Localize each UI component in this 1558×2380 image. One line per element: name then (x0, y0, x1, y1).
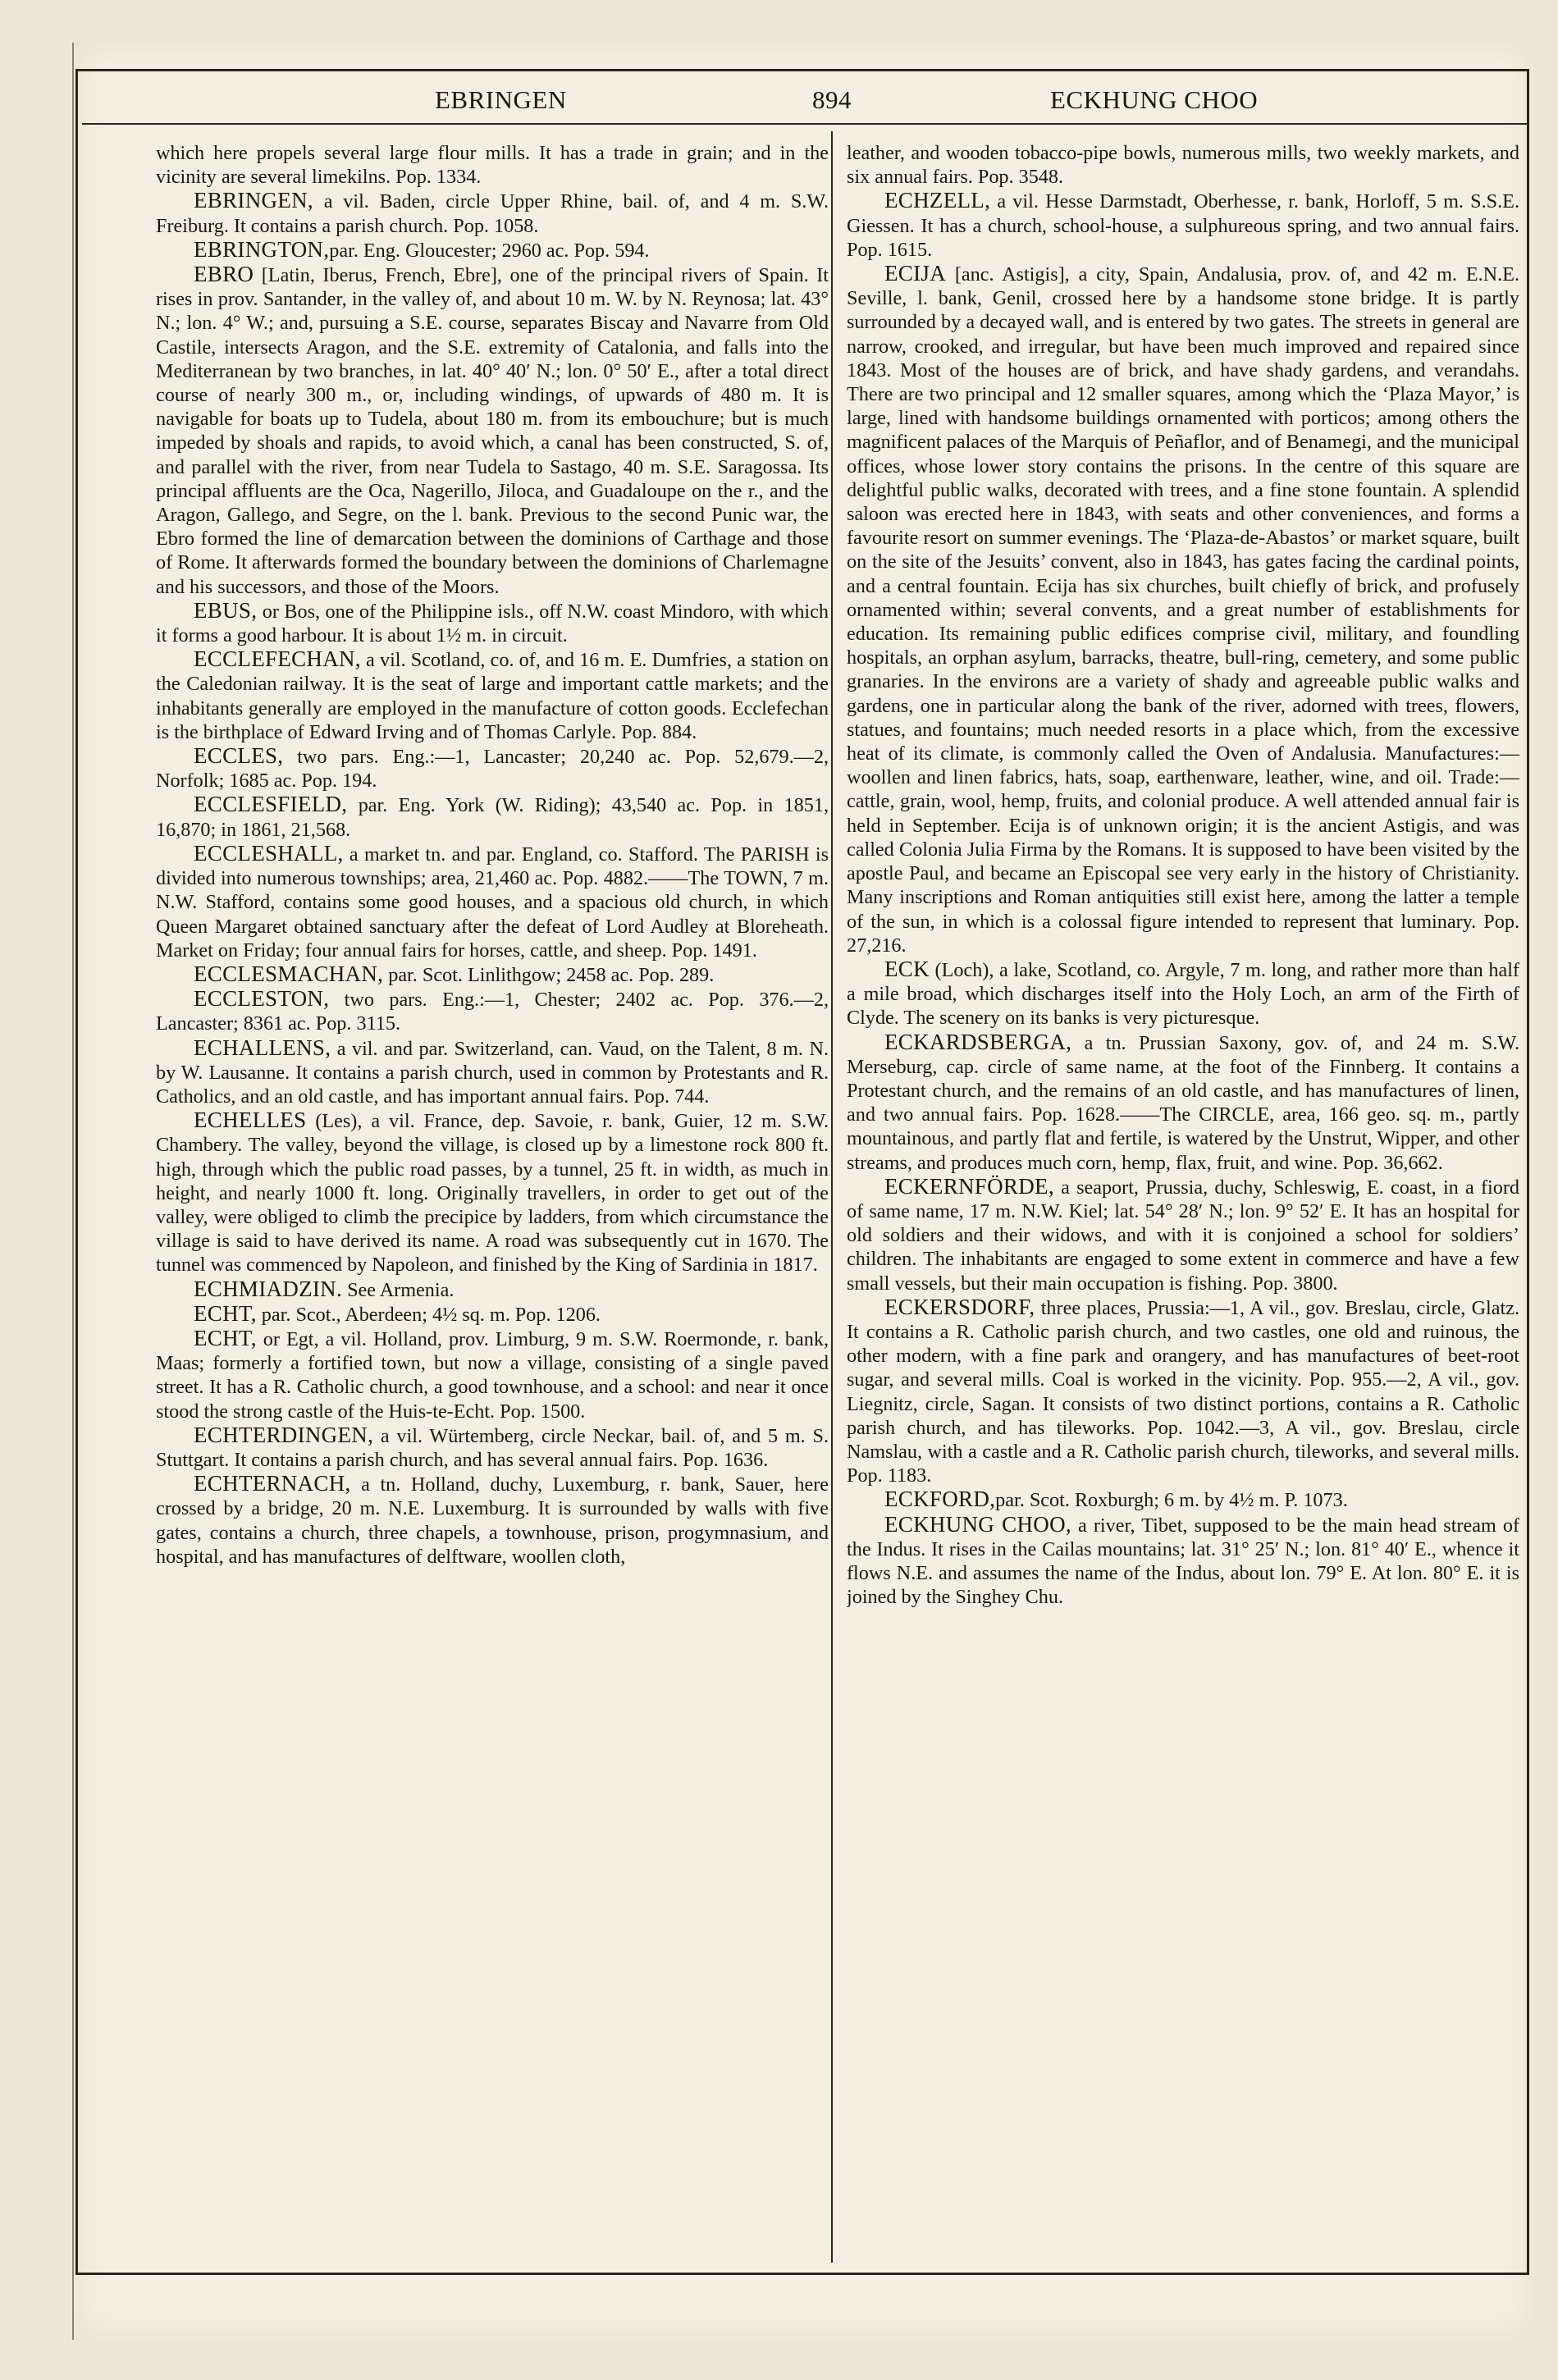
gazetteer-entry (156, 189, 829, 237)
entry-headword: ECCLESHALL, (194, 840, 344, 866)
gazetteer-entry (847, 262, 1519, 957)
gazetteer-entry (847, 1030, 1519, 1175)
entry-headword: ECHZELL, (884, 188, 991, 213)
top-border-rule (75, 69, 1529, 71)
entry-text: (Loch), a lake, Scotland, co. Argyle, 7 m. long, and rather more than half a mile broad, which discharges itself into the Holy Loch, an arm of the Firth of Clyde. The scenery on its banks is very picturesque. (847, 958, 1519, 1030)
running-header (90, 85, 1522, 123)
gazetteer-entry (156, 263, 829, 599)
gazetteer-entry (847, 1513, 1519, 1610)
entry-text: par. Scot., Aberdeen; 4½ sq. m. Pop. 1206. (256, 1303, 601, 1326)
entry-text: par. Eng. Gloucester; 2960 ac. Pop. 594. (329, 239, 650, 262)
entry-text: See Armenia. (342, 1278, 455, 1301)
entry-text: a vil. and par. Switzerland, can. Vaud, on the Talent, 8 m. N. by W. Lausanne. It contains a parish church, used in common by Protestants and R. Catholics, and an old castle, and has important annual fairs. Pop. 744. (156, 1037, 829, 1108)
gazetteer-entry (156, 842, 829, 962)
gazetteer-entry (156, 238, 829, 263)
entry-headword: EBUS, (194, 597, 258, 623)
entry-headword: ECIJA (884, 261, 946, 286)
entry-headword: EBRINGEN, (194, 188, 313, 213)
entry-text: par. Scot. Roxburgh; 6 m. by 4½ m. P. 1073. (995, 1489, 1348, 1512)
entry-text: a tn. Holland, duchy, Luxemburg, r. bank, Sauer, here crossed by a bridge, 20 m. N.E. Luxemburg. It is surrounded by walls with five gates, contains a church, three chapels, a townhouse, prison, progymnasium, and hospital, and has manufactures of delftware, woollen cloth, (156, 1473, 829, 1568)
gazetteer-entry (847, 1295, 1519, 1488)
entry-text: par. Scot. Linlithgow; 2458 ac. Pop. 289. (383, 963, 715, 986)
left-column (156, 141, 829, 2258)
entry-text: a market tn. and par. England, co. Stafford. The PARISH is divided into numerous townships; area, 21,460 ac. Pop. 4882.——The TOWN, 7 m. N.W. Stafford, contains some good houses, and a spacious old church, in which Queen Margaret obtained sanctuary after the defeat of Lord Audley at Bloreheath. Market on Friday; four annual fairs for horses, cattle, and sheep. Pop. 1491. (156, 843, 829, 962)
entry-headword: ECCLEFECHAN, (194, 646, 361, 672)
gazetteer-entry (156, 1108, 829, 1277)
entry-headword: ECCLESFIELD, (194, 792, 348, 817)
entry-text: (Les), a vil. France, dep. Savoie, r. bank, Guier, 12 m. S.W. Chambery. The valley, beyond the village, is closed up by a limestone rock 800 ft. high, through which the public road passes, by a tunnel, 25 ft. in width, as much in height, and nearly 1000 ft. long. Originally travellers, in order to get out of the valley, were obliged to climb the precipice by ladders, from which circumstance the village is said to have derived its name. A road was subsequently cut in 1670. The tunnel was commenced by Napoleon, and finished by the King of Sardinia in 1817. (156, 1110, 829, 1277)
gazetteer-entry (156, 1423, 829, 1472)
entry-text: two pars. Eng.:—1, Chester; 2402 ac. Pop. 376.—2, Lancaster; 8361 ac. Pop. 3115. (156, 989, 829, 1035)
entry-headword: ECHT, (194, 1325, 257, 1350)
gazetteer-entry (156, 1327, 829, 1423)
right-column (847, 141, 1519, 2258)
entry-headword: ECKERSDORF, (884, 1294, 1035, 1319)
entry-headword: ECHALLENS, (194, 1035, 331, 1060)
gazetteer-entry (156, 599, 829, 647)
entry-headword: ECKERNFÖRDE, (884, 1173, 1054, 1199)
entry-text: a tn. Prussian Saxony, gov. of, and 24 m. S.W. Merseburg, cap. circle of same name, at the foot of the Finnberg. It contains a Protestant church, and the remains of an old castle, and has manufactures of linen, and two annual fairs. Pop. 1628.——The CIRCLE, area, 166 geo. sq. m., partly mountainous, and partly flat and fertile, is watered by the Unstrut, Wipper, and other streams, and produces much corn, hemp, flax, fruit, and wine. Pop. 36,662. (847, 1031, 1519, 1174)
header-right-title: ECKHUNG CHOO (1050, 85, 1259, 114)
entry-text: a vil. Hesse Darmstadt, Oberhesse, r. bank, Horloff, 5 m. S.S.E. Giessen. It has a church, school-house, a sulphureous spring, and two annual fairs. Pop. 1615. (847, 190, 1519, 261)
gazetteer-entry (847, 141, 1519, 189)
gazetteer-entry (156, 1472, 829, 1569)
entry-text: [anc. Astigis], a city, Spain, Andalusia, prov. of, and 42 m. E.N.E. Seville, l. bank, Genil, crossed here by a handsome stone bridge. It is partly surrounded by a decayed wall, and is entered by two gates. The streets in general are narrow, crooked, and irregular, but have been much improved and repaired since 1843. Most of the houses are of brick, and have shady gardens, and verandahs. There are two principal and 12 smaller squares, among which the ‘Plaza Mayor,’ is large, lined with handsome buildings ornamented with porticos; among others the magnificent palaces of the Marquis of Peñaflor, and of Benamegi, and the municipal offices, whose lower story contains the prisons. In the centre of this square are delightful public walks, decorated with trees, and a fine stone fountain. A splendid saloon was erected here in 1843, with seats and other conveniences, and forms a favourite resort on summer evenings. The ‘Plaza-de-Abastos’ or market square, built on the site of the Jesuits’ convent, also in 1843, has gates facing the cardinal points, and a central fountain. Ecija has six churches, built chiefly of brick, and profusely ornamented within; several convents, and a great number of establishments for education. Its remaining public edifices comprise civil, military, and foundling hospitals, an orphan asylum, barracks, theatre, bull-ring, cemetery, and some public granaries. In the environs are a variety of shady and agreeable public walks and gardens, one in particular along the bank of the river, adorned with trees, flowers, statues, and fountains; much needed resorts in a place which, from the excessive heat of its climate, is commonly called the Oven of Andalusia. Manufactures:—woollen and linen fabrics, hats, soap, earthenware, leather, wine, and oil. Trade:—cattle, grain, wool, hemp, fruits, and colonial produce. A well attended annual fair is held in September. Ecija is of unknown origin; it is the ancient Astigis, and was called Colonia Julia Firma by the Romans. It is supposed to have been visited by the apostle Paul, and became an Episcopal see very early in the history of Christianity. Many inscriptions and Roman antiquities still exist here, among the latter a temple of the sun, in which is a colossal figure intended to represent that luminary. Pop. 27,216. (847, 263, 1519, 957)
gazetteer-entry (156, 1036, 829, 1109)
column-divider (831, 131, 833, 2263)
left-border-rule (75, 69, 78, 2275)
gazetteer-entry (847, 1175, 1519, 1295)
gazetteer-entry (156, 962, 829, 987)
entry-text: two pars. Eng.:—1, Lancaster; 20,240 ac. Pop. 52,679.—2, Norfolk; 1685 ac. Pop. 194. (156, 746, 829, 793)
entry-text: or Egt, a vil. Holland, prov. Limburg, 9 m. S.W. Roermonde, r. bank, Maas; formerly a fortified town, but now a village, consisting of a single paved street. It has a R. Catholic church, a good townhouse, and a school: and near it once stood the strong castle of the Huis-te-Echt. Pop. 1500. (156, 1327, 829, 1423)
bottom-border-rule (75, 2273, 1529, 2275)
header-rule (82, 123, 1529, 125)
entry-text: which here propels several large flour mills. It has a trade in grain; and in the vicinity are several limekilns. Pop. 1334. (156, 142, 829, 189)
gazetteer-entry (156, 793, 829, 841)
gazetteer-entry (847, 1487, 1519, 1512)
entry-text: a vil. Baden, circle Upper Rhine, bail. of, and 4 m. S.W. Freiburg. It contains a parish church. Pop. 1058. (156, 190, 829, 237)
entry-text: a river, Tibet, supposed to be the main head stream of the Indus. It rises in the Cailas mountains; lat. 31° 25′ N.; lon. 81° 40′ E., whence it flows N.E. and assumes the name of the Indus, about lon. 79° E. At lon. 80° E. it is joined by the Singhey Chu. (847, 1514, 1519, 1609)
gazetteer-entry (156, 647, 829, 744)
gazetteer-entry (847, 957, 1519, 1030)
entry-text: three places, Prussia:—1, A vil., gov. Breslau, circle, Glatz. It contains a R. Catholic parish church, and two castles, one old and ruinous, the other modern, with a fine park and orangery, and has manufactures of beet-root sugar, and several mills. Coal is worked in the vicinity. Pop. 955.—2, A vil., gov. Liegnitz, circle, Sagan. It consists of two distinct portions, contains a R. Catholic parish church, and has tileworks. Pop. 1042.—3, A vil., gov. Breslau, circle Namslau, with a castle and a R. Catholic parish church, tileworks, and several mills. Pop. 1183. (847, 1296, 1519, 1487)
entry-headword: ECHTERDINGEN, (194, 1422, 374, 1447)
gazetteer-entry (156, 1277, 829, 1302)
entry-headword: ECCLES, (194, 743, 284, 769)
entry-headword: ECKFORD, (884, 1487, 996, 1512)
entry-headword: EBRINGTON, (194, 236, 330, 262)
entry-text: [Latin, Iberus, French, Ebre], one of the principal rivers of Spain. It rises in prov. Santander, in the valley of, and about 10 m. W. by N. Reynosa; lat. 43° N.; lon. 4° W.; and, pursuing a S.E. course, separates Biscay and Navarre from Old Castile, intersects Aragon, and the S.E. extremity of Catalonia, and falls into the Mediterranean by two branches, in lat. 40° 40′ N.; lon. 0° 50′ E., after a total direct course of nearly 300 m., or, including windings, of upwards of 480 m. It is navigable for boats up to Tudela, about 180 m. from its embouchure; but is much impeded by shoals and rapids, to avoid which, a canal has been constructed, S. of, and parallel with the river, from near Tudela to Sastago, 40 m. S.E. Saragossa. Its principal affluents are the Oca, Nagerillo, Jiloca, and Guadaloupe on the r., and the Aragon, Gallego, and Segre, on the l. bank. Previous to the second Punic war, the Ebro formed the line of demarcation between the dominions of Carthage and those of Rome. It afterwards formed the boundary between the dominions of Charlemagne and his successors, and those of the Moors. (156, 264, 829, 598)
entry-headword: ECHMIADZIN. (194, 1276, 343, 1301)
entry-headword: ECHT, (194, 1300, 257, 1326)
entry-headword: ECHELLES (194, 1108, 307, 1133)
entry-text: or Bos, one of the Philippine isls., off N.W. coast Mindoro, with which it forms a good harbour. It is about 1½ m. in circuit. (156, 600, 829, 647)
header-left-title: EBRINGEN (435, 85, 567, 114)
entry-text: a seaport, Prussia, duchy, Schleswig, E. coast, in a fiord of same name, 17 m. N.W. Kiel; lat. 54° 28′ N.; lon. 9° 52′ E. It has an hospital for old soldiers and their widows, and with it is conjoined a school for soldiers’ children. The inhabitants are engaged to some extent in commerce and have a few small vessels, but their main occupation is fishing. Pop. 3800. (847, 1176, 1519, 1295)
entry-headword: ECKARDSBERGA, (884, 1029, 1072, 1054)
entry-text: a vil. Scotland, co. of, and 16 m. E. Dumfries, a station on the Caledonian railway. It is the seat of large and important cattle markets; and the inhabitants generally are employed in the manufacture of cotton goods. Ecclefechan is the birthplace of Edward Irving and of Thomas Carlyle. Pop. 884. (156, 649, 829, 743)
entry-headword: ECCLESTON, (194, 986, 330, 1012)
right-border-rule (1527, 69, 1529, 2275)
gazetteer-entry (156, 1302, 829, 1327)
entry-text: par. Eng. York (W. Riding); 43,540 ac. Pop. in 1851, 16,870; in 1861, 21,568. (156, 794, 829, 841)
gazetteer-entry (156, 987, 829, 1035)
page-number: 894 (812, 85, 852, 114)
entry-headword: ECKHUNG CHOO, (884, 1511, 1071, 1537)
gazetteer-entry (847, 189, 1519, 262)
gazetteer-entry (156, 141, 829, 189)
gazetteer-entry (156, 744, 829, 793)
entry-text: leather, and wooden tobacco-pipe bowls, numerous mills, two weekly markets, and six annual fairs. Pop. 3548. (847, 142, 1519, 189)
entry-headword: EBRO (194, 262, 254, 287)
entry-headword: ECCLESMACHAN, (194, 961, 384, 986)
entry-headword: ECHTERNACH, (194, 1471, 351, 1496)
entry-text: a vil. Würtemberg, circle Neckar, bail. of, and 5 m. S. Stuttgart. It contains a parish church, and has several annual fairs. Pop. 1636. (156, 1424, 829, 1471)
entry-headword: ECK (884, 956, 930, 981)
